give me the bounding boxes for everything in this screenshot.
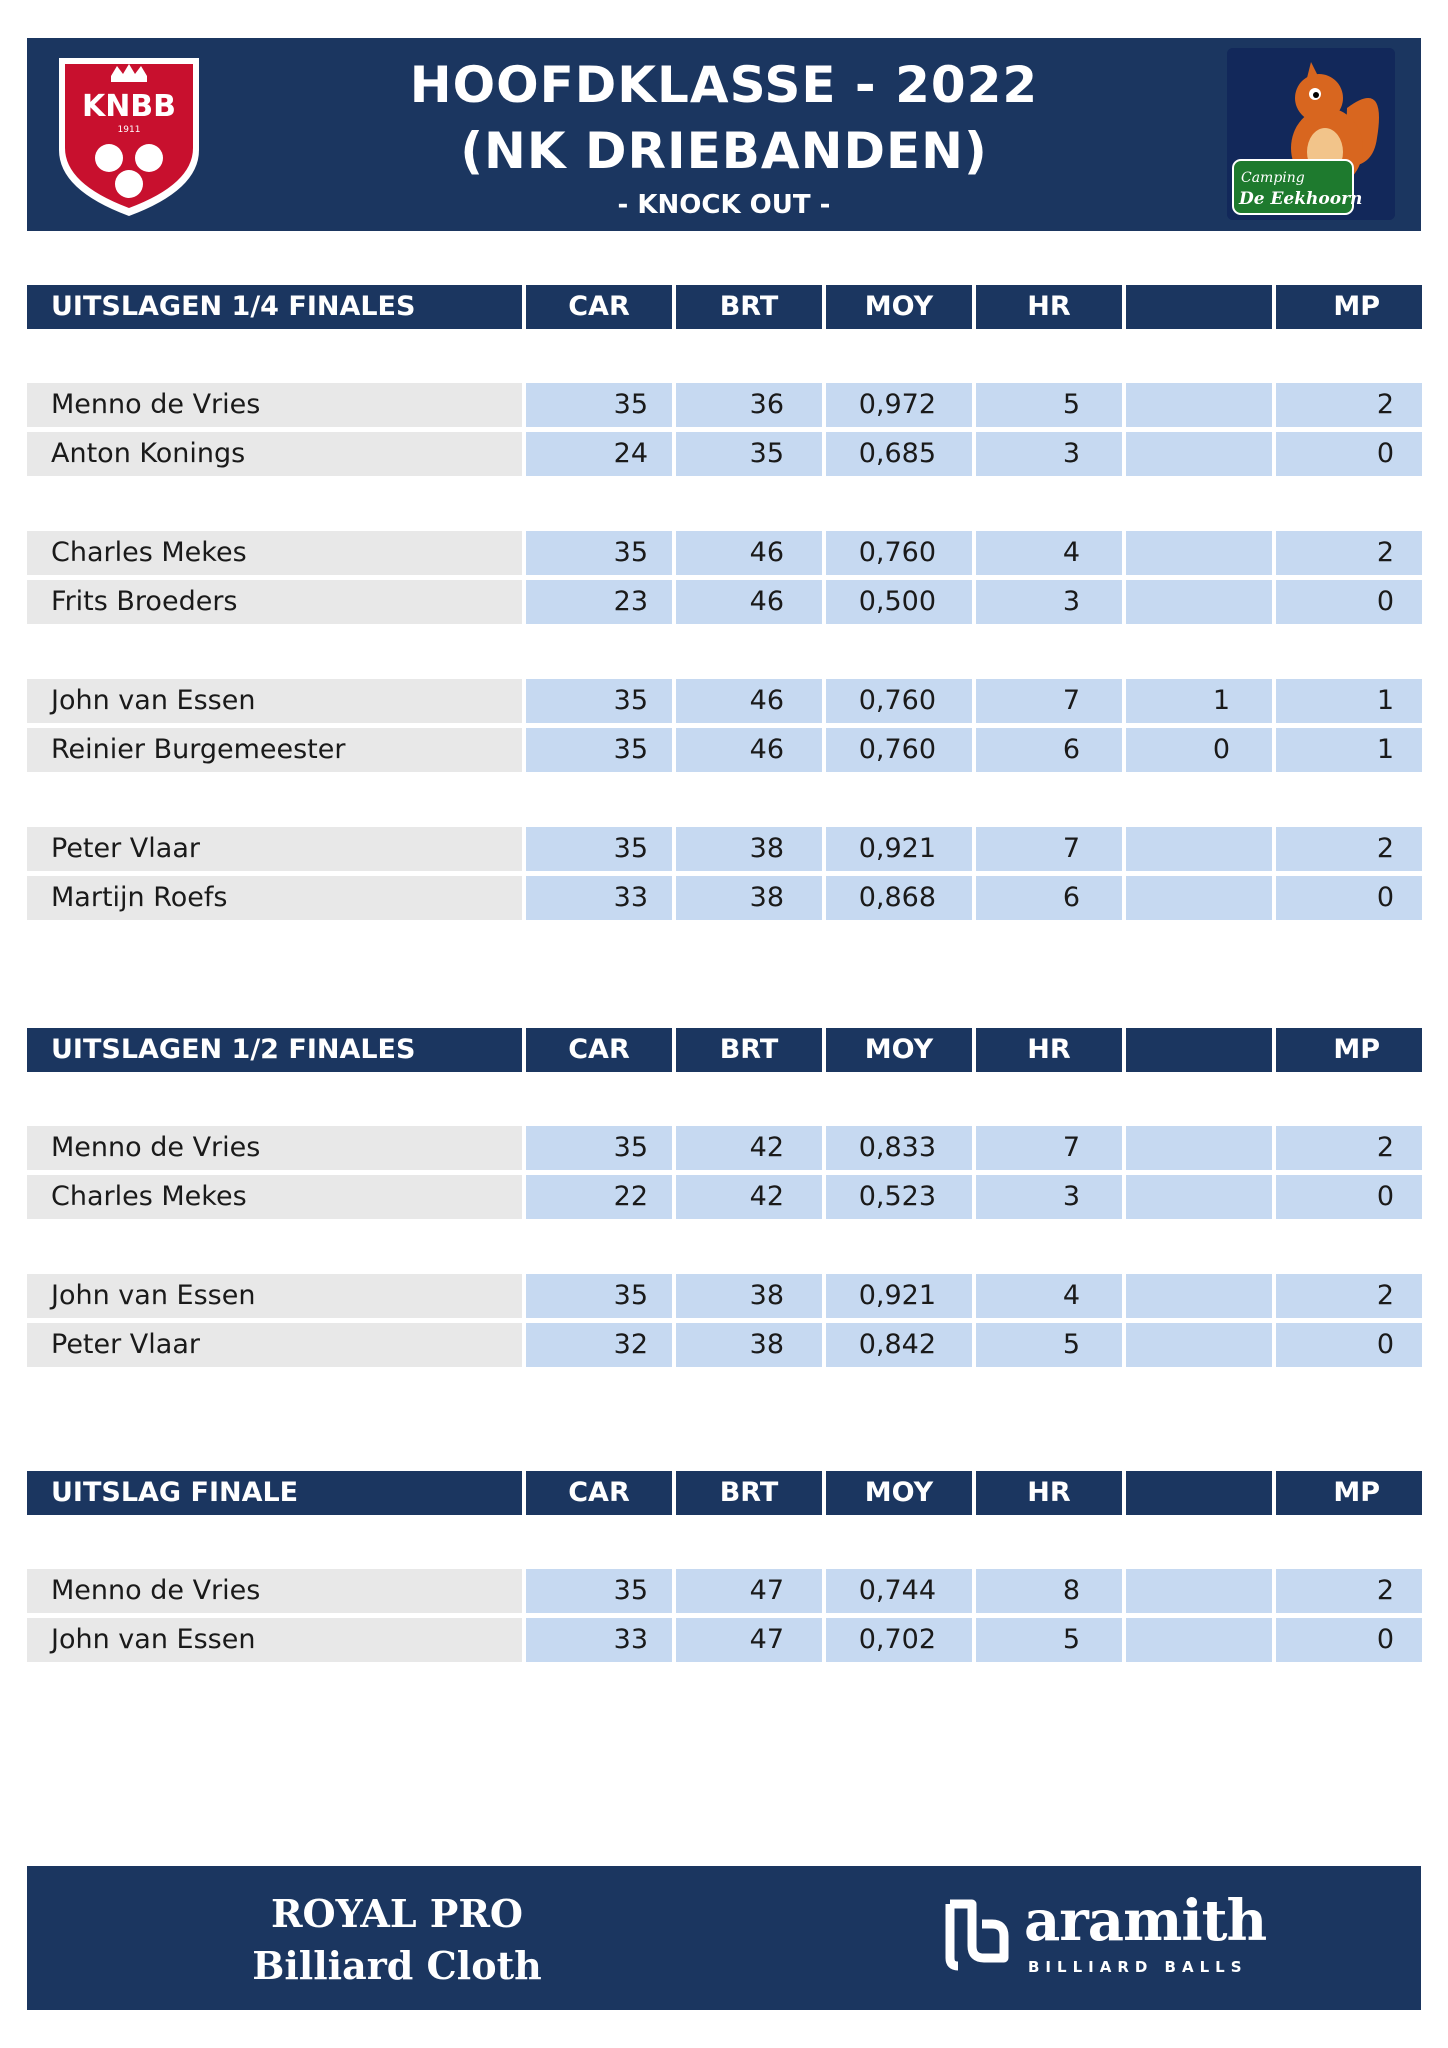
brt-value: 46 <box>676 580 822 624</box>
camping-logo <box>1227 48 1395 220</box>
col-header-car: CAR <box>526 1471 672 1515</box>
player-name: Menno de Vries <box>27 1569 522 1613</box>
hr-value: 6 <box>976 728 1122 772</box>
extra-value <box>1126 827 1272 871</box>
aramith-mark-icon <box>942 1896 1018 1972</box>
car-value: 35 <box>526 1126 672 1170</box>
section-title: UITSLAGEN 1/2 FINALES <box>27 1028 522 1072</box>
svg-text:De Eekhoorn: De Eekhoorn <box>1239 189 1363 209</box>
brt-value: 36 <box>676 383 822 427</box>
hr-value: 6 <box>976 876 1122 920</box>
aramith-tagline: BILLIARD BALLS <box>1028 1958 1248 1976</box>
mp-value: 0 <box>1276 580 1422 624</box>
moy-value: 0,500 <box>826 580 972 624</box>
car-value: 32 <box>526 1323 672 1367</box>
brt-value: 47 <box>676 1618 822 1662</box>
extra-value <box>1126 1618 1272 1662</box>
car-value: 35 <box>526 383 672 427</box>
car-value: 35 <box>526 1274 672 1318</box>
svg-text:KNBB: KNBB <box>81 89 177 124</box>
extra-value <box>1126 432 1272 476</box>
svg-text:Camping: Camping <box>1241 170 1305 186</box>
brt-value: 38 <box>676 1323 822 1367</box>
moy-value: 0,833 <box>826 1126 972 1170</box>
car-value: 23 <box>526 580 672 624</box>
player-name: Martijn Roefs <box>27 876 522 920</box>
page-title-line1: HOOFDKLASSE - 2022 <box>409 56 1039 114</box>
mp-value: 1 <box>1276 679 1422 723</box>
extra-value <box>1126 531 1272 575</box>
hr-value: 4 <box>976 1274 1122 1318</box>
moy-value: 0,685 <box>826 432 972 476</box>
extra-value <box>1126 383 1272 427</box>
extra-value <box>1126 580 1272 624</box>
moy-value: 0,760 <box>826 531 972 575</box>
aramith-wordmark: aramith <box>1024 1888 1267 1954</box>
brt-value: 38 <box>676 876 822 920</box>
mp-value: 2 <box>1276 531 1422 575</box>
moy-value: 0,972 <box>826 383 972 427</box>
extra-value <box>1126 1274 1272 1318</box>
car-value: 35 <box>526 728 672 772</box>
col-header-mp: MP <box>1276 285 1422 329</box>
car-value: 22 <box>526 1175 672 1219</box>
hr-value: 3 <box>976 432 1122 476</box>
car-value: 33 <box>526 876 672 920</box>
car-value: 33 <box>526 1618 672 1662</box>
car-value: 24 <box>526 432 672 476</box>
svg-text:1911: 1911 <box>117 125 141 135</box>
extra-value <box>1126 1569 1272 1613</box>
player-name: John van Essen <box>27 679 522 723</box>
brt-value: 46 <box>676 728 822 772</box>
extra-value <box>1126 1323 1272 1367</box>
hr-value: 5 <box>976 1618 1122 1662</box>
col-header-extra <box>1126 1471 1272 1515</box>
player-name: Peter Vlaar <box>27 1323 522 1367</box>
sponsor-line1: ROYAL PRO <box>270 1891 524 1936</box>
col-header-hr: HR <box>976 1028 1122 1072</box>
col-header-extra <box>1126 1028 1272 1072</box>
section-title: UITSLAGEN 1/4 FINALES <box>27 285 522 329</box>
brt-value: 46 <box>676 679 822 723</box>
player-name: Charles Mekes <box>27 1175 522 1219</box>
brt-value: 42 <box>676 1126 822 1170</box>
page-title-line2: (NK DRIEBANDEN) <box>460 122 988 180</box>
mp-value: 0 <box>1276 432 1422 476</box>
extra-value <box>1126 1175 1272 1219</box>
col-header-moy: MOY <box>826 285 972 329</box>
mp-value: 2 <box>1276 1126 1422 1170</box>
page-subtitle: - KNOCK OUT - <box>617 190 831 220</box>
player-name: Reinier Burgemeester <box>27 728 522 772</box>
car-value: 35 <box>526 827 672 871</box>
mp-value: 0 <box>1276 1323 1422 1367</box>
moy-value: 0,744 <box>826 1569 972 1613</box>
moy-value: 0,921 <box>826 827 972 871</box>
hr-value: 7 <box>976 827 1122 871</box>
car-value: 35 <box>526 679 672 723</box>
player-name: Menno de Vries <box>27 383 522 427</box>
car-value: 35 <box>526 531 672 575</box>
col-header-car: CAR <box>526 285 672 329</box>
section-title: UITSLAG FINALE <box>27 1471 522 1515</box>
player-name: Menno de Vries <box>27 1126 522 1170</box>
aramith-logo <box>942 1888 1267 1988</box>
moy-value: 0,760 <box>826 679 972 723</box>
car-value: 35 <box>526 1569 672 1613</box>
hr-value: 5 <box>976 1323 1122 1367</box>
col-header-moy: MOY <box>826 1028 972 1072</box>
col-header-hr: HR <box>976 1471 1122 1515</box>
moy-value: 0,921 <box>826 1274 972 1318</box>
player-name: Frits Broeders <box>27 580 522 624</box>
moy-value: 0,523 <box>826 1175 972 1219</box>
hr-value: 3 <box>976 1175 1122 1219</box>
moy-value: 0,760 <box>826 728 972 772</box>
hr-value: 7 <box>976 679 1122 723</box>
section-quarter-finals <box>27 285 1425 925</box>
section-final <box>27 1471 1425 1671</box>
col-header-brt: BRT <box>676 1471 822 1515</box>
brt-value: 47 <box>676 1569 822 1613</box>
mp-value: 2 <box>1276 383 1422 427</box>
moy-value: 0,702 <box>826 1618 972 1662</box>
brt-value: 46 <box>676 531 822 575</box>
mp-value: 1 <box>1276 728 1422 772</box>
brt-value: 38 <box>676 827 822 871</box>
col-header-mp: MP <box>1276 1028 1422 1072</box>
moy-value: 0,842 <box>826 1323 972 1367</box>
extra-value <box>1126 1126 1272 1170</box>
mp-value: 0 <box>1276 1618 1422 1662</box>
hr-value: 8 <box>976 1569 1122 1613</box>
player-name: Peter Vlaar <box>27 827 522 871</box>
page-footer <box>27 1866 1421 2010</box>
extra-value: 1 <box>1126 679 1272 723</box>
mp-value: 2 <box>1276 1274 1422 1318</box>
section-semi-finals <box>27 1028 1425 1368</box>
brt-value: 35 <box>676 432 822 476</box>
sponsor-line2: Billiard Cloth <box>252 1943 542 1988</box>
hr-value: 5 <box>976 383 1122 427</box>
mp-value: 2 <box>1276 827 1422 871</box>
player-name: John van Essen <box>27 1618 522 1662</box>
mp-value: 2 <box>1276 1569 1422 1613</box>
col-header-moy: MOY <box>826 1471 972 1515</box>
player-name: Charles Mekes <box>27 531 522 575</box>
squirrel-icon <box>1227 48 1395 220</box>
brt-value: 38 <box>676 1274 822 1318</box>
col-header-car: CAR <box>526 1028 672 1072</box>
extra-value: 0 <box>1126 728 1272 772</box>
brt-value: 42 <box>676 1175 822 1219</box>
hr-value: 3 <box>976 580 1122 624</box>
moy-value: 0,868 <box>826 876 972 920</box>
col-header-extra <box>1126 285 1272 329</box>
extra-value <box>1126 876 1272 920</box>
col-header-hr: HR <box>976 285 1122 329</box>
hr-value: 4 <box>976 531 1122 575</box>
col-header-brt: BRT <box>676 1028 822 1072</box>
hr-value: 7 <box>976 1126 1122 1170</box>
mp-value: 0 <box>1276 1175 1422 1219</box>
col-header-mp: MP <box>1276 1471 1422 1515</box>
sponsor-royal-pro <box>227 1888 567 1992</box>
mp-value: 0 <box>1276 876 1422 920</box>
player-name: John van Essen <box>27 1274 522 1318</box>
page-header <box>27 38 1421 231</box>
col-header-brt: BRT <box>676 285 822 329</box>
player-name: Anton Konings <box>27 432 522 476</box>
